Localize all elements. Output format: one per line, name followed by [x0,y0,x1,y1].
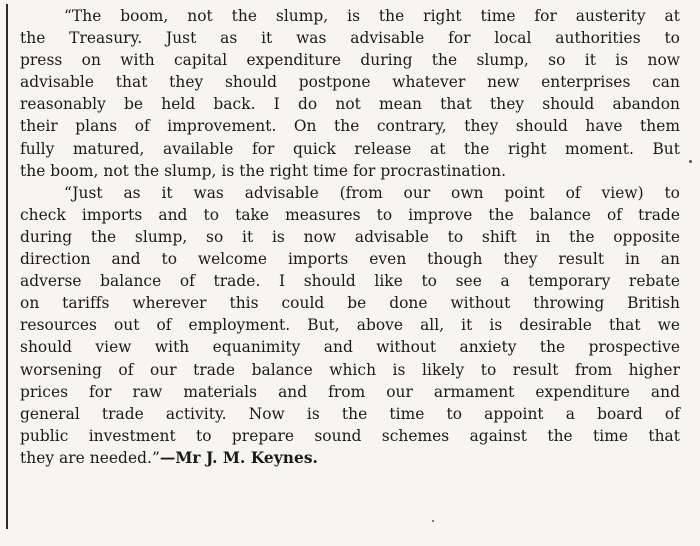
paragraph-1 [20,5,680,182]
article-body [20,5,680,469]
text-line: general trade activity. Now is the time to appoint a board of [20,404,680,423]
text-line: press on with capital expenditure during the slump, so it is now [20,51,680,70]
column-rule [6,4,8,529]
text-line: their plans of improvement. On the contrary, they should have them [20,117,680,136]
text-line: “The boom, not the slump, is the right time for austerity at [64,7,680,25]
text-line: direction and to welcome imports even though they result in an [20,250,680,269]
print-speck [432,520,434,522]
text-line: the Treasury. Just as it was advisable for local authorities to [20,29,680,48]
attribution: —Mr J. M. Keynes. [159,448,318,467]
text-line: during the slump, so it is now advisable to shift in the opposite [20,227,680,246]
text-line: adverse balance of trade. I should like to see a temporary rebate [20,272,680,291]
text-line: the boom, not the slump, is the right time for procrastination. [20,161,507,180]
text-line: worsening of our trade balance which is likely to result from higher [20,360,680,379]
text-line: public investment to prepare sound schemes against the time that [20,426,680,445]
closing-text: they are needed.” [20,448,160,467]
paragraph-2 [20,182,680,469]
closing-line [20,447,680,469]
text-line: should view with equanimity and without anxiety the prospective [20,338,680,357]
text-line: “Just as it was advisable (from our own point of view) to [64,183,680,202]
print-speck [689,160,692,163]
text-line: advisable that they should postpone whatever new enterprises can [20,73,680,92]
text-line: check imports and to take measures to improve the balance of trade [20,205,680,224]
text-line: fully matured, available for quick release at the right moment. But [20,139,680,158]
text-line: on tariffs wherever this could be done without throwing British [20,294,680,313]
text-line: prices for raw materials and from our armament expenditure and [20,382,680,401]
text-line: reasonably be held back. I do not mean that they should abandon [20,95,680,114]
text-line: resources out of employment. But, above all, it is desirable that we [20,316,680,335]
